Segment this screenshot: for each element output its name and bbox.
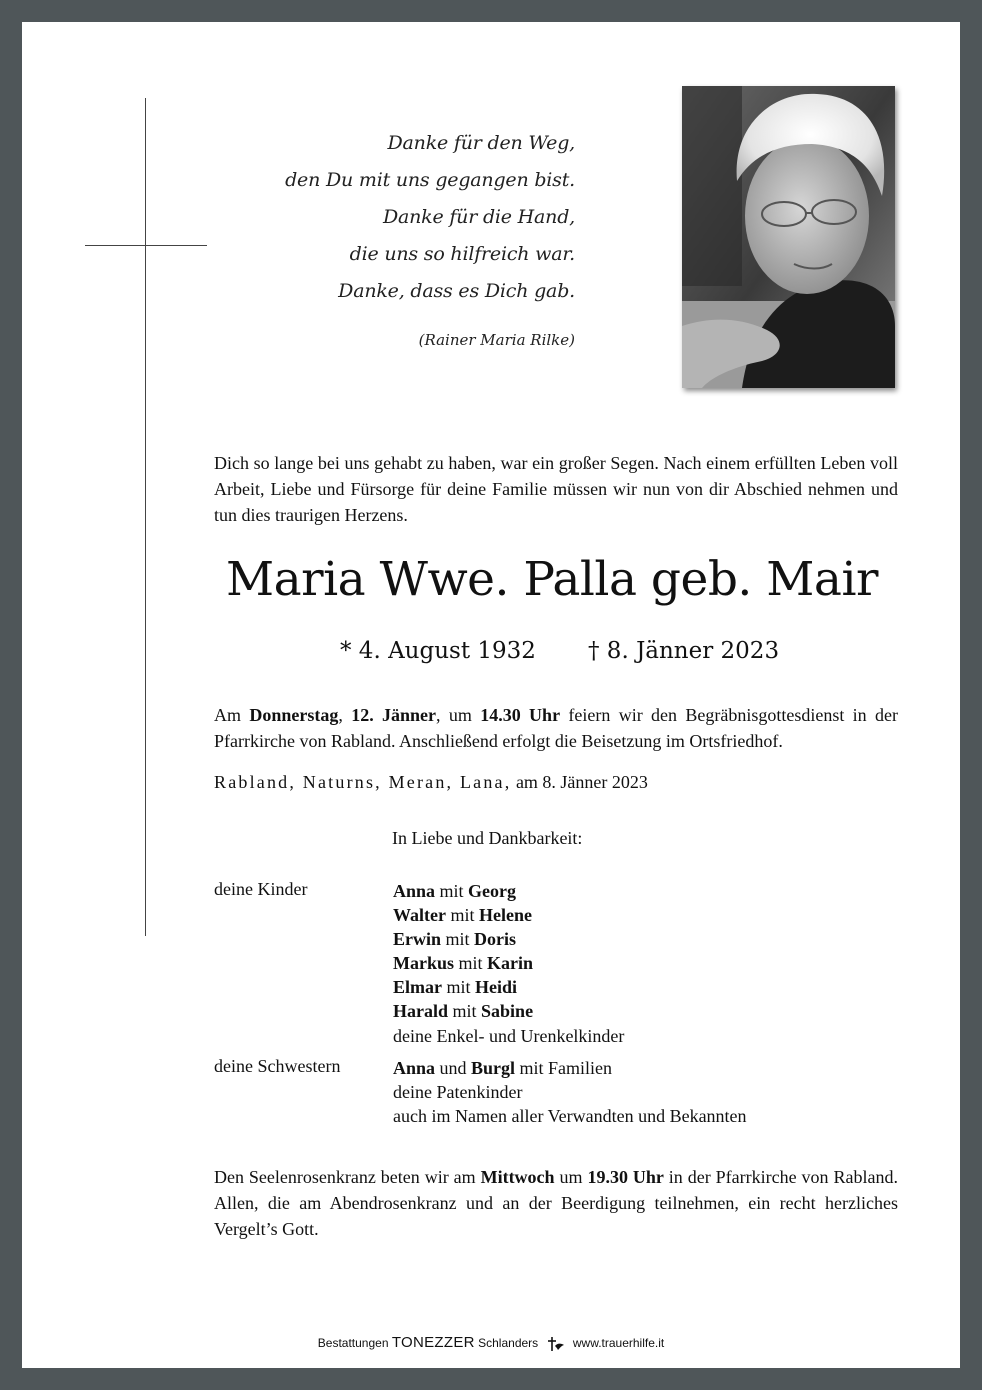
list-item xyxy=(393,903,533,927)
footer-brand: TONEZZER xyxy=(391,1334,475,1351)
date: am 8. Jänner 2023 xyxy=(511,772,648,792)
deceased-name: Maria Wwe. Palla geb. Mair xyxy=(226,552,878,607)
service-date: 12. Jänner xyxy=(351,705,437,725)
list-item xyxy=(393,1056,747,1080)
rosary-day: Mittwoch xyxy=(480,1167,555,1187)
sisters-label: deine Schwestern xyxy=(214,1056,341,1076)
service-day: Donnerstag xyxy=(249,705,339,725)
portrait-photo xyxy=(682,86,895,388)
footer xyxy=(22,1334,960,1352)
list-item xyxy=(393,951,533,975)
child-name: Harald xyxy=(393,1001,449,1021)
sister-name: Anna xyxy=(393,1058,436,1078)
service-time: 14.30 Uhr xyxy=(480,705,561,725)
child-name: Elmar xyxy=(393,977,442,997)
poem-line: Danke, dass es Dich gab. xyxy=(338,280,575,302)
connector: mit xyxy=(441,929,475,949)
poem-attribution: (Rainer Maria Rilke) xyxy=(418,331,575,349)
partner-name: Sabine xyxy=(481,1001,534,1021)
love-line: In Liebe und Dankbarkeit: xyxy=(392,828,583,848)
sisters-list xyxy=(393,1056,747,1128)
intro-paragraph: Dich so lange bei uns gehabt zu haben, war ein großer Segen. Nach einem erfüllten Leben voll Arbeit, Liebe und Fürsorge für deine Familie müssen wir nun von dir Abschied nehmen und tun dies traurigen Herzens. xyxy=(214,453,898,525)
service-text: feiern wir den Begräbnisgottesdienst in der Pfarrkirche von Rabland. Anschließend erfolgt die Beisetzung im Ortsfriedhof. xyxy=(214,705,899,751)
children-label: deine Kinder xyxy=(214,879,308,899)
godchildren: deine Patenkinder xyxy=(393,1082,523,1102)
footer-suffix: Schlanders xyxy=(474,1336,539,1350)
grandchildren: deine Enkel- und Urenkelkinder xyxy=(393,1026,625,1046)
birth-date: * 4. August 1932 xyxy=(340,638,536,664)
rosary-time: 19.30 Uhr xyxy=(587,1167,664,1187)
partner-name: Georg xyxy=(468,881,517,901)
poem-line: Danke für die Hand, xyxy=(382,206,575,228)
rosary-paragraph xyxy=(214,1164,898,1242)
obituary-sheet xyxy=(22,22,960,1368)
rosary-text: Den Seelenrosenkranz beten wir am xyxy=(214,1167,481,1187)
connector: mit xyxy=(435,881,469,901)
poem-line: Danke für den Weg, xyxy=(387,132,575,154)
places: Rabland, Naturns, Meran, Lana, xyxy=(214,772,512,792)
footer-prefix: Bestattungen xyxy=(317,1336,392,1350)
connector: mit xyxy=(445,905,479,925)
list-item xyxy=(393,879,533,903)
cross-vertical-bar xyxy=(145,98,146,936)
sister-name: Burgl xyxy=(471,1058,516,1078)
connector: mit xyxy=(448,1001,482,1021)
funeral-service-paragraph xyxy=(214,702,898,754)
poem-line: die uns so hilfreich war. xyxy=(349,243,575,265)
cross-dove-logo-icon xyxy=(546,1336,566,1352)
child-name: Markus xyxy=(393,953,455,973)
list-item xyxy=(393,927,533,951)
connector: mit xyxy=(442,977,476,997)
service-text: Am xyxy=(214,705,250,725)
children-list xyxy=(393,879,533,1023)
relatives: auch im Namen aller Verwandten und Bekannten xyxy=(393,1106,747,1126)
list-item xyxy=(393,975,533,999)
poem xyxy=(155,125,575,310)
service-text: , um xyxy=(436,705,481,725)
child-name: Walter xyxy=(393,905,446,925)
child-name: Erwin xyxy=(393,929,442,949)
child-name: Anna xyxy=(393,881,436,901)
service-text: , xyxy=(338,705,352,725)
connector: mit Familien xyxy=(515,1058,613,1078)
partner-name: Doris xyxy=(474,929,517,949)
portrait-photo-image xyxy=(682,86,895,388)
partner-name: Heidi xyxy=(475,977,518,997)
death-date: † 8. Jänner 2023 xyxy=(588,638,780,664)
rosary-text: um xyxy=(554,1167,588,1187)
poem-line: den Du mit uns gegangen bist. xyxy=(285,169,575,191)
connector: mit xyxy=(454,953,488,973)
connector: und xyxy=(435,1058,472,1078)
list-item xyxy=(393,999,533,1023)
place-and-date xyxy=(214,772,648,793)
footer-url[interactable]: www.trauerhilfe.it xyxy=(572,1336,665,1350)
partner-name: Helene xyxy=(479,905,532,925)
partner-name: Karin xyxy=(487,953,534,973)
rosary-text: in der Pfarrkirche von Rabland. Allen, die am Abendrosenkranz und an der Beerdigung teilnehmen, ein recht herzliches Vergelt’s Gott. xyxy=(214,1167,898,1239)
